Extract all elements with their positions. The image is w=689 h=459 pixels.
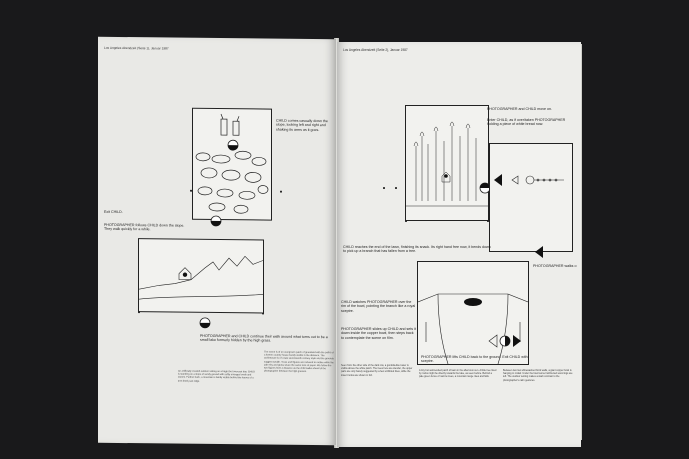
caption-child-watches: CHILD watches PHOTOGRAPHER over the rim of the bowl, pointing the branch like a royal sceptre. [341,300,416,313]
bowl-sketch [418,262,528,364]
body-text-column: A tiny but well-tended patch of lawn in the afternoon sun. A little tree lined by rocks might be directly towards the lake, as seen before. Behind a pale green fence of narrow trees, a mountain range rises and falls. [419,369,497,379]
slope-sketch [193,109,271,220]
illustration-lawn [489,143,573,252]
body-text-column: Between two low whitewashed brick walls, a giant copper bowl is hanging in midair. Under the bowl some half-buried wood logs are left. The outdoor setting makes a stark contrast to the photographer's calm gestures. [503,369,573,382]
caption-slides-up: PHOTOGRAPHER slides up CHILD and sets it down inside the copper bowl, then steps back to contemplate the scene on film. [341,327,416,340]
caption-child-comes-down: CHILD comes casually down the slope, looking left and right and shaking its arms as it goes. [276,118,328,132]
illustration-forest [405,105,489,221]
marker-dot [487,220,489,222]
left-page [98,37,336,445]
lawn-sketch [490,144,572,251]
illustration-bowl [417,261,529,365]
lake-sketch [139,239,263,312]
body-text-column: An artificially created outdoor setting on a bright but overcast day. CHILD is standing on a slope of sandy ground with softly arranged ovals and stones. Further back, a mountain is faintly visible behind the leaves of a tree-lined park ridge. [178,369,256,383]
caption-lifts-child: PHOTOGRAPHER lifts CHILD back to the ground. Exit CHILD with sceptre. [421,355,528,364]
body-text-column: The scene is of an overgrown patch of grassland with the paths of a former country house barely visible in the distance. The architecture is of a late seventeenth century style and the grounds suggest wealth. Trees and figures are reduced to outline while the pale sky and grass share the same tone of paper. We follow the two figures from a distance as the child walks ahead of the photographer between the high grasses. [264,350,334,374]
caption-photographer-walks: PHOTOGRAPHER walks o [533,264,577,268]
running-header: Los Angeles Abendzeit (Seite 1), Januar 1987 [104,45,169,51]
caption-photographer-follows: PHOTOGRAPHER follows CHILD down the slope. They walk quickly for a while. [104,222,185,232]
body-text-column: Seen from the other side of the dark row, a gondola-like tower is visible above the white patch. The trees here are slender, the upper parts are only barely suggested by a few scribbled lines, while the lower trunks are shown in full. [341,364,413,377]
marker-dot [262,312,264,314]
marker-dot [190,190,192,192]
caption-enter-child: Enter CHILD, as if over/taken PHOTOGRAPHER holding a piece of white bread now. [487,118,566,127]
illustration-slope [192,108,272,221]
caption-child-reaches: CHILD reaches the end of the lawn, finishing its snack. Its right hand free now, it bends down to pick up a branch that has fallen from a tree. [343,245,491,254]
running-header: Los Angeles Abendzeit (Seite 2), Januar 1987 [343,48,408,52]
marker-dot [405,220,407,222]
marker-dot [138,311,140,313]
illustration-lake [138,238,264,313]
caption-exit-child: Exit CHILD. [104,209,123,215]
right-page [337,42,581,447]
marker-dot [280,191,282,193]
forest-sketch [406,106,488,220]
caption-move-on: PHOTOGRAPHER and CHILD move on. [487,107,553,111]
marker-dot [383,187,385,189]
marker-dot [395,187,397,189]
caption-continue-walk: PHOTOGRAPHER and CHILD continue their walk around what turns out to be a small lake formerly hidden by the high grass. [200,333,328,343]
